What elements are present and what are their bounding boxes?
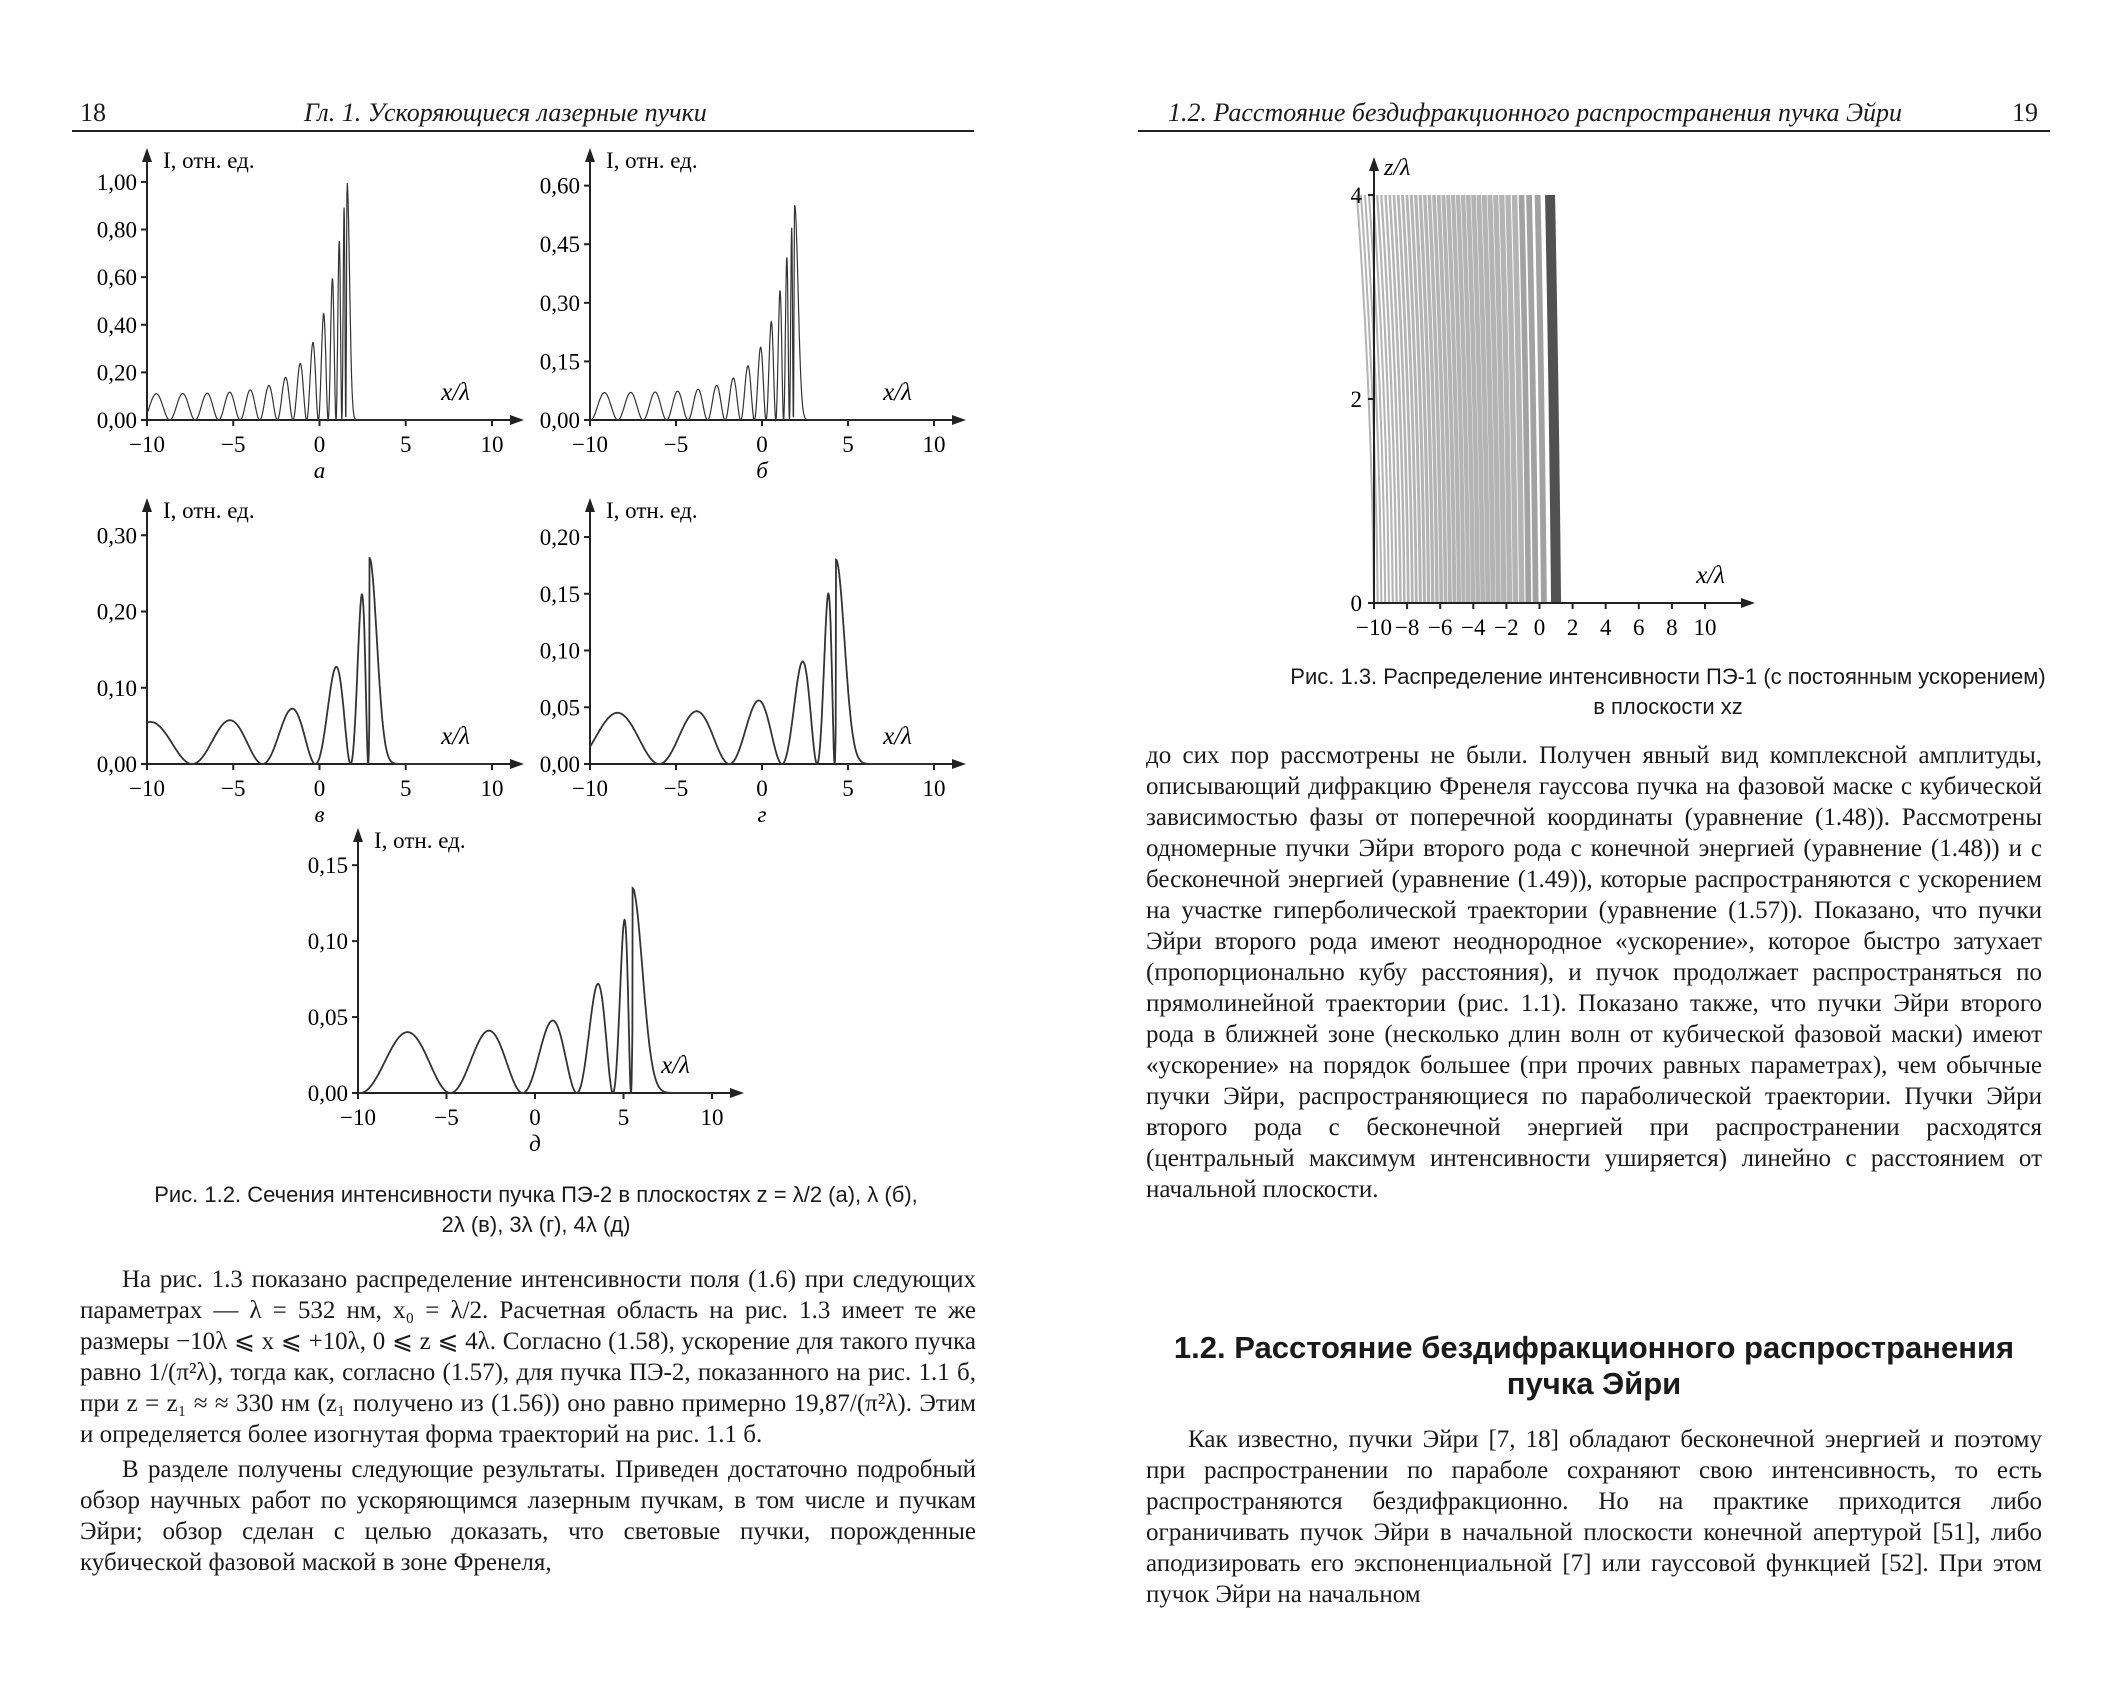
z-tick-label: 0 bbox=[1350, 591, 1362, 616]
x-tick-label: 10 bbox=[700, 1105, 724, 1130]
right-paragraph-2: Как известно, пучки Эйри [7, 18] обладают бесконечной энергией и поэтому при распространении по параболе сохраняют свою интенсивность, то есть распространяются бездифракционно. Но на практике приходится либо ограничивать пучок Эйри в начальной плоскости конечной апертурой [51], либо аподизировать его экспоненциальной [7] или гауссовой функцией [52]. При этом пучок Эйри на начальном bbox=[1146, 1426, 2042, 1608]
z-axis-label: z/λ bbox=[1384, 155, 1411, 181]
x-tick-label: −5 bbox=[663, 776, 689, 801]
y-axis-arrow bbox=[142, 148, 152, 162]
panel-4 bbox=[540, 498, 966, 827]
x-tick-label: 0 bbox=[756, 776, 768, 801]
figure-1-3-caption-line2: в плоскости xz bbox=[1593, 694, 1743, 719]
y-tick-label: 0,00 bbox=[539, 408, 580, 433]
figure-1-2-caption bbox=[96, 1180, 976, 1240]
left-body-text bbox=[80, 1264, 976, 1578]
x-axis-label: x/λ bbox=[1696, 562, 1725, 589]
y-tick-label: 0,10 bbox=[539, 638, 580, 664]
x-tick-label: −5 bbox=[663, 432, 689, 457]
right-page bbox=[1056, 0, 2112, 1700]
section-heading-line1: 1.2. Расстояние бездифракционного распространения bbox=[1173, 1330, 2015, 1365]
figure-1-3-caption-line1: Рис. 1.3. Распределение интенсивности ПЭ-1 (с постоянным ускорением) bbox=[1290, 664, 2046, 689]
x-tick-label: −5 bbox=[221, 432, 246, 457]
x-tick-label: −6 bbox=[1427, 615, 1453, 640]
right-paragraph-1: до сих пор рассмотрены не были. Получен явный вид комплексной амплитуды, описывающий дифракцию Френеля гауссова пучка на фазовой маске с кубической зависимостью фазы от поперечной координаты (уравнение (1.48)). Рассмотрены одномерные пучки Эйри второго рода с конечной энергией (уравнение (1.48)) и с бесконечной энергией (уравнение (1.49)), которые распространяются с ускорением на участке гиперболической траектории (уравнение (1.57)). Показано, что пучки Эйри второго рода имеют неоднородное «ускорение», которое быстро затухает (пропорционально кубу расстояния), и пучок продолжает распространяться по прямолинейной траектории (рис. 1.1). Показано также, что пучки Эйри второго рода в ближней зоне (несколько длин волн от кубической фазовой маски) имеют «ускорение» на порядок большее (при прочих равных параметрах), чем обычные пучки Эйри, распространяющиеся по параболической траектории. Пучки Эйри второго рода с бесконечной энергией при распространении расходятся (центральный максимум интенсивности уширяется) линейно с расстоянием от начальной плоскости. bbox=[1146, 742, 2042, 1203]
x-axis-arrow bbox=[730, 1088, 744, 1098]
x-tick-label: 5 bbox=[617, 1105, 630, 1130]
figure-1-2-caption-line2: 2λ (в), 3λ (г), 4λ (д) bbox=[441, 1212, 631, 1237]
y-tick-label: 0,60 bbox=[539, 173, 580, 199]
x-tick-label: −10 bbox=[572, 776, 608, 801]
y-tick-label: 0,15 bbox=[539, 581, 580, 607]
z-axis-arrow bbox=[1369, 157, 1379, 171]
x-tick-label: 0 bbox=[756, 432, 768, 457]
x-tick-label: 6 bbox=[1633, 615, 1645, 640]
x-axis-arrow bbox=[510, 759, 524, 769]
x-tick-label: 0 bbox=[313, 432, 326, 457]
x-tick-label: −5 bbox=[434, 1105, 459, 1130]
y-tick-label: 0,60 bbox=[96, 265, 137, 291]
x-tick-label: −10 bbox=[572, 432, 608, 457]
x-tick-label: −5 bbox=[221, 776, 246, 801]
x-axis-label: x/λ bbox=[661, 1052, 690, 1079]
x-tick-label: 5 bbox=[400, 776, 412, 801]
panel-label: а bbox=[313, 458, 326, 483]
y-tick-label: 0,15 bbox=[539, 349, 580, 375]
x-tick-label: 8 bbox=[1666, 615, 1678, 640]
x-tick-label: 10 bbox=[480, 776, 504, 801]
x-tick-label: 4 bbox=[1599, 615, 1612, 640]
left-paragraph-2: В разделе получены следующие результаты. Приведен достаточно подробный обзор научных работ по ускоряющимся лазерным пучкам, в том числе и пучкам Эйри; обзор сделан с целью доказать, что световые пучки, порожденные кубической фазовой маской в зоне Френеля, bbox=[80, 1456, 976, 1576]
panel-5 bbox=[308, 828, 744, 1156]
x-axis-label: x/λ bbox=[883, 723, 912, 750]
left-page-number: 18 bbox=[80, 98, 106, 127]
y-tick-label: 0,10 bbox=[96, 675, 137, 701]
panel-1 bbox=[97, 148, 524, 483]
x-axis-label: x/λ bbox=[441, 379, 470, 406]
y-axis-arrow bbox=[353, 828, 363, 842]
x-tick-label: −8 bbox=[1394, 615, 1420, 640]
panel-3 bbox=[97, 498, 524, 827]
y-axis-label: I, отн. ед. bbox=[606, 148, 698, 173]
x-tick-label: −2 bbox=[1494, 615, 1519, 640]
x-tick-label: 0 bbox=[529, 1105, 541, 1130]
y-tick-label: 0,30 bbox=[96, 523, 137, 549]
y-tick-label: 0,40 bbox=[96, 312, 137, 338]
figure-1-2 bbox=[0, 0, 1056, 1180]
section-heading bbox=[1146, 1330, 2042, 1402]
y-tick-label: 0,00 bbox=[96, 408, 137, 433]
y-tick-label: 0,00 bbox=[96, 752, 137, 777]
x-tick-label: 10 bbox=[1693, 615, 1717, 640]
panel-label: в bbox=[314, 802, 325, 827]
y-axis-arrow bbox=[585, 148, 595, 162]
y-axis-arrow bbox=[142, 498, 152, 512]
intensity-curve bbox=[358, 888, 712, 1093]
x-tick-label: 10 bbox=[922, 432, 946, 457]
x-tick-label: 0 bbox=[313, 776, 326, 801]
y-axis-label: I, отн. ед. bbox=[606, 498, 698, 523]
panel-label: г bbox=[757, 802, 767, 827]
y-axis-arrow bbox=[585, 498, 595, 512]
fringe bbox=[1538, 195, 1544, 603]
intensity-map bbox=[1357, 195, 1556, 603]
section-heading-line2: пучка Эйри bbox=[1506, 1366, 1682, 1401]
y-tick-label: 0,20 bbox=[539, 525, 580, 551]
left-paragraph-1: На рис. 1.3 показано распределение интенсивности поля (1.6) при следующих параметрах — λ = 532 нм, x₀ = λ/2. Расчетная область на рис. 1.3 имеет те же размеры −10λ ⩽ x ⩽ +10λ, 0 ⩽ z ⩽ 4λ. Согласно (1.58), ускорение для такого пучка равно 1/(π²λ), тогда как, согласно (1.57), для пучка ПЭ-2, показанного на рис. 1.1 б, при z = z₁ ≈ ≈ 330 нм (z₁ получено из (1.56)) оно равно примерно 19,87/(π²λ). Этим и определяется более изогнутая форма траекторий на рис. 1.1 б. bbox=[80, 1266, 976, 1448]
z-tick-label: 4 bbox=[1350, 183, 1362, 208]
fringe bbox=[1550, 195, 1556, 603]
x-tick-label: −4 bbox=[1461, 615, 1486, 640]
x-axis-arrow bbox=[952, 759, 966, 769]
x-axis-arrow bbox=[510, 415, 524, 425]
y-tick-label: 0,00 bbox=[539, 752, 580, 777]
left-running-title: Гл. 1. Ускоряющиеся лазерные пучки bbox=[304, 98, 707, 127]
z-tick-label: 2 bbox=[1350, 387, 1362, 412]
x-axis-label: x/λ bbox=[441, 723, 470, 750]
right-body-text-2 bbox=[1146, 1424, 2042, 1610]
y-tick-label: 0,05 bbox=[307, 1005, 348, 1031]
x-axis-arrow bbox=[952, 415, 966, 425]
x-tick-label: 5 bbox=[400, 432, 412, 457]
right-running-title: 1.2. Расстояние бездифракционного распространения пучка Эйри bbox=[1168, 98, 1902, 127]
y-tick-label: 0,10 bbox=[307, 929, 348, 955]
x-tick-label: 10 bbox=[922, 776, 946, 801]
x-tick-label: 0 bbox=[1533, 615, 1546, 640]
y-axis-label: I, отн. ед. bbox=[163, 498, 255, 523]
x-tick-label: 2 bbox=[1566, 615, 1579, 640]
x-tick-label: −10 bbox=[129, 776, 165, 801]
figure-1-2-caption-line1: Рис. 1.2. Сечения интенсивности пучка ПЭ-2 в плоскостях z = λ/2 (а), λ (б), bbox=[154, 1182, 918, 1207]
y-tick-label: 0,45 bbox=[539, 232, 580, 258]
x-tick-label: 5 bbox=[842, 776, 854, 801]
x-tick-label: −10 bbox=[1356, 615, 1392, 640]
x-axis-label: x/λ bbox=[883, 379, 912, 406]
panel-label: б bbox=[756, 458, 768, 483]
y-tick-label: 0,15 bbox=[307, 853, 348, 879]
x-tick-label: −10 bbox=[129, 432, 165, 457]
panel-2 bbox=[540, 148, 966, 483]
right-body-text-1 bbox=[1146, 740, 2042, 1205]
y-tick-label: 0,20 bbox=[96, 599, 137, 625]
panel-label: д bbox=[529, 1131, 541, 1156]
y-tick-label: 0,80 bbox=[96, 217, 137, 243]
right-page-number: 19 bbox=[2012, 98, 2038, 127]
x-tick-label: 10 bbox=[480, 432, 504, 457]
y-axis-label: I, отн. ед. bbox=[163, 148, 255, 173]
y-tick-label: 1,00 bbox=[96, 169, 137, 195]
y-tick-label: 0,20 bbox=[96, 360, 137, 386]
figure-1-3-caption bbox=[1238, 662, 2098, 722]
x-tick-label: 5 bbox=[842, 432, 854, 457]
figure-1-3 bbox=[1056, 0, 2112, 660]
y-tick-label: 0,05 bbox=[539, 695, 580, 721]
x-tick-label: −10 bbox=[340, 1105, 376, 1130]
y-tick-label: 0,00 bbox=[307, 1081, 348, 1106]
y-tick-label: 0,30 bbox=[539, 290, 580, 316]
x-axis-arrow bbox=[1741, 598, 1755, 608]
y-axis-label: I, отн. ед. bbox=[374, 828, 466, 853]
